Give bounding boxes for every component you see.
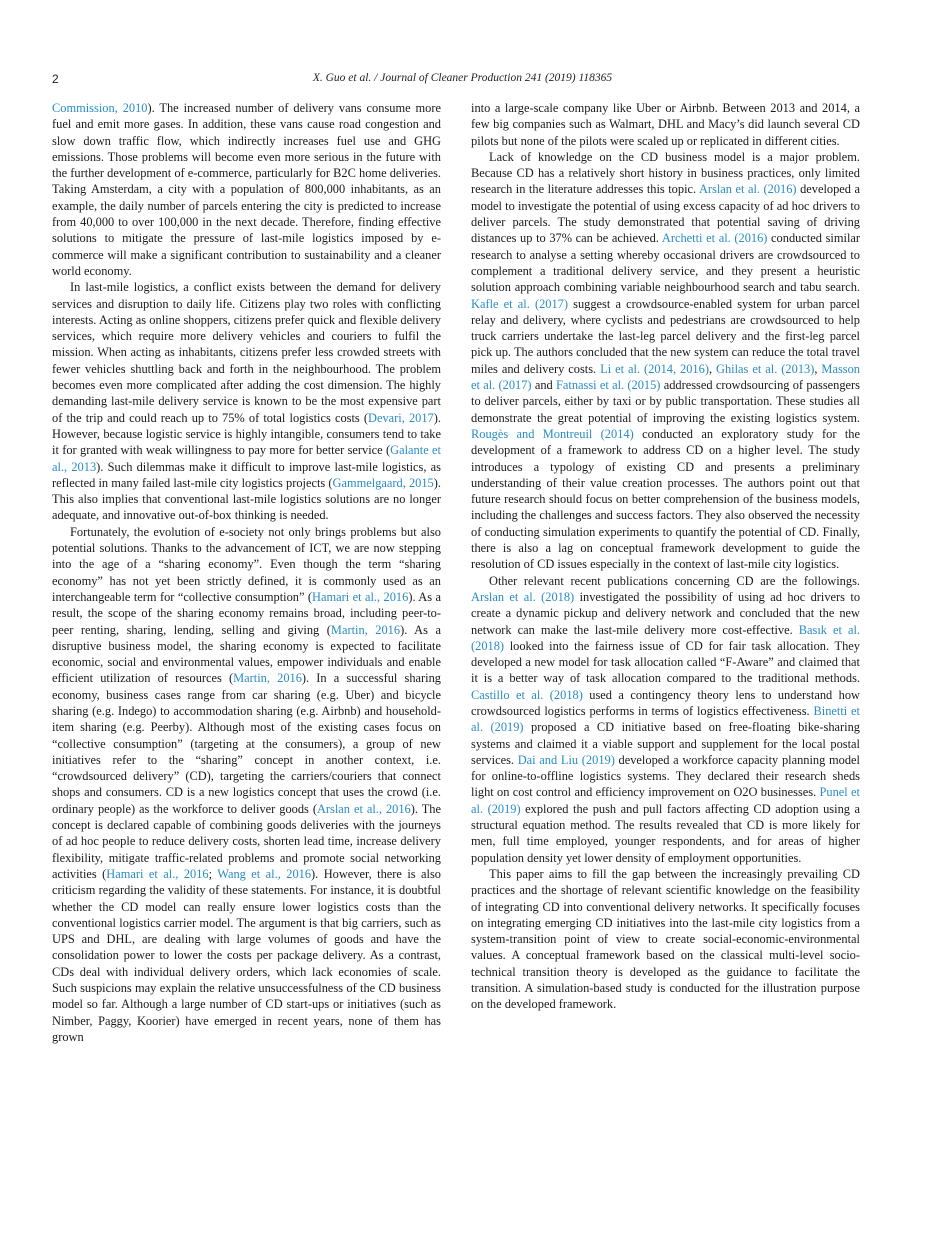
citation-link[interactable]: Wang et al., 2016: [217, 866, 312, 881]
page-number: 2: [52, 72, 59, 86]
citation-link[interactable]: Arslan et al., 2016: [316, 801, 411, 816]
paragraph: Commission, 2010). The increased number of delivery vans consume more fuel and emit more gases. In addition, these vans cause road congestion and slow down traffic flow, which indirectly increases fuel use and GHG emissions. Those problems will become even more serious in the future with the further development of e-commerce, particularly for B2C home deliveries. Taking Amsterdam, a city with a population of 800,000 inhabitants, as an example, the daily number of parcels entering the city is predicted to increase from 40,000 to over 100,000 in the next decade. Therefore, finding effective solutions to mitigate the pressure of last-mile logistics imposed by e-commerce will make a significant contribution to sustainability and a cleaner world economy.: [52, 101, 441, 278]
citation-link[interactable]: Archetti et al. (2016): [661, 231, 768, 246]
citation-link[interactable]: Kafle et al. (2017): [471, 296, 568, 311]
citation-link[interactable]: Hamari et al., 2016: [312, 589, 409, 604]
citation-link[interactable]: Ghilas et al. (2013): [716, 361, 815, 376]
citation-link[interactable]: Hamari et al., 2016: [106, 866, 209, 881]
citation-link[interactable]: Basık et al. (2018): [471, 622, 861, 653]
paragraph: In last-mile logistics, a conflict exists between the demand for delivery services and disruption to daily life. Citizens play two roles with conflicting interests. Acting as online shoppers, citizens prefer quick and flexible delivery services, which require more delivery vehicles and couriers to fulfil the mission. When acting as inhabitants, citizens prefer less crowded streets with fewer vehicles shuttling back and forth in the neighbourhood. The problem becomes even more complicated after adding the cost dimension. The highly demanding last-mile delivery service is known to be the most expensive part of the trip and could reach up to 75% of total logistics costs (Devari, 2017). However, because logistic service is highly intangible, consumers tend to take it for granted with weak willingness to pay more for better service (Galante et al., 2013). Such dilemmas make it difficult to improve last-mile logistics, as reflected in many failed last-mile city logistics projects (Gammelgaard, 2015). This also implies that conventional last-mile logistics solutions are no longer adequate, and innovative out-of-box thinking is needed.: [52, 280, 441, 523]
citation-link[interactable]: Gammelgaard, 2015: [332, 475, 434, 490]
paragraph: Lack of knowledge on the CD business model is a major problem. Because CD has a relatively short history in business practices, only limited research in the literature addresses this topic. Arslan et al. (2016) developed a model to investigate the potential of using excess capacity of ad hoc drivers to deliver parcels. The study demonstrated that potential saving of driving distances up to 37% can be achieved. Archetti et al. (2016) conducted similar research to analyse a setting whereby occasional drivers are crowdsourced to complement a traditional delivery service, and they present a heuristic solution approach combining variable neighbourhood search and tabu search. Kafle et al. (2017) suggest a crowdsource-enabled system for urban parcel relay and delivery, where cyclists and pedestrians are crowdsourced to help truck carriers undertake the last-leg parcel delivery and the first-leg parcel pick up. The authors concluded that the new system can reduce the total travel miles and delivery costs. Li et al. (2014, 2016), Ghilas et al. (2013), Masson et al. (2017) and Fatnassi et al. (2015) addressed crowdsourcing of passengers to deliver parcels, either by taxi or by public transportation. These studies all demonstrate the great potential of improving the existing logistics system. Rougès and Montreuil (2014) conducted an exploratory study for the development of a framework to address CD on a higher level. The study introduces a typology of existing CD and presents a preliminary understanding of their value creation processes. The authors point out that future research should focus on better comprehension of the business models, including the challenges and success factors. They also observed the necessity of conducting simulation experiments to quantify the potential of CD. Finally, there is also a lag on conceptual framework development to guide the resolution of CD issues especially in the context of last-mile city logistics.: [471, 149, 861, 572]
citation-link[interactable]: Martin, 2016: [233, 671, 302, 686]
paragraph: into a large-scale company like Uber or Airbnb. Between 2013 and 2014, a few big companies such as Walmart, DHL and Macy’s did launch several CD pilots but none of the pilots were scaled up or replicated in different cities.: [471, 101, 860, 148]
citation-link[interactable]: Punel et al. (2019): [471, 785, 861, 816]
paragraph: Other relevant recent publications concerning CD are the followings. Arslan et al. (2018) investigated the possibility of using ad hoc drivers to create a dynamic pickup and delivery network and concluded that the new network can make the last-mile delivery more cost-effective. Basık et al. (2018) looked into the fairness issue of CD for fair task allocation. They developed a new model for task allocation called “F-Aware” and claimed that it is a better way of task allocation compared to the traditional methods. Castillo et al. (2018) used a contingency theory lens to understand how crowdsourced logistics performs in terms of logistics effectiveness. Binetti et al. (2019) proposed a CD initiative based on free-floating bike-sharing systems and claimed it a viable support and supplement for the local postal services. Dai and Liu (2019) developed a workforce capacity planning model for online-to-offline logistics systems. They declared their research sheds light on cost control and efficiency improvement on O2O businesses. Punel et al. (2019) explored the push and pull factors affecting CD adoption using a structural equation method. The results revealed that CD is more likely for men, full time employed, younger respondents, and for areas of higher population density yet lower density of employment opportunities.: [471, 573, 861, 865]
citation-link[interactable]: Commission, 2010: [52, 101, 148, 115]
citation-link[interactable]: Devari, 2017: [368, 410, 434, 425]
citation-link[interactable]: Rougès and Montreuil (2014): [471, 426, 634, 441]
paragraph: Fortunately, the evolution of e-society not only brings problems but also potential solutions. Thanks to the advancement of ICT, we are now stepping into the age of a “sharing economy”. Even though the term “sharing economy” has not yet been strictly defined, it is commonly used as an interchangeable term for “collective consumption” (Hamari et al., 2016). As a result, the scope of the sharing economy remains broad, including peer-to-peer renting, sharing, lending, selling and giving (Martin, 2016). As a disruptive business model, the sharing economy is expected to facilitate economic, social and environmental values, empower individuals and enable efficient utilization of resources (Martin, 2016). In a successful sharing economy, business cases range from car sharing (e.g. Uber) and bicycle sharing (e.g. Indego) to accommodation sharing (e.g. Airbnb) and household-item sharing (e.g. Peerby). Although most of the existing cases focus on “collective consumption” (targeting at the consumers), a group of new initiatives refer to the “sharing” concept in another context, i.e. “crowdsourced delivery” (CD), targeting the carriers/couriers that connect shops and consumers. CD is a new logistics concept that uses the crowd (i.e. ordinary people) as the workforce to deliver goods (Arslan et al., 2016). The concept is declared capable of combining goods deliveries with the journeys of ad hoc people to reduce delivery costs, shorten lead time, increase delivery flexibility, mitigate traffic-related problems and promote social networking activities (Hamari et al., 2016; Wang et al., 2016). However, there is also criticism regarding the validity of these statements. For instance, it is doubtful whether the CD model can really ensure lower logistics costs than the conventional logistics carrier model. The argument is that big carriers, such as UPS and DHL, are dealing with large volumes of goods and have the consolidation power to lower the costs per package delivery. As a contrast, CDs deal with individual delivery orders, which lack economies of scale. Such suspicions may explain the relative unsuccessfulness of the CD business model so far. Although a large number of CD start-ups or initiatives (such as Nimber, Paggy, Koorier) have emerged in recent years, none of them has grown: [52, 524, 442, 1044]
citation-link[interactable]: Castillo et al. (2018): [471, 687, 583, 702]
left-column: [52, 100, 441, 1045]
citation-link[interactable]: Arslan et al. (2016): [698, 182, 797, 197]
citation-link[interactable]: Martin, 2016: [330, 622, 401, 637]
citation-link[interactable]: Dai and Liu (2019): [517, 752, 615, 767]
paragraph: This paper aims to fill the gap between the increasingly prevailing CD practices and the shortage of relevant scientific knowledge on the feasibility of integrating CD into conventional delivery networks. It specifically focuses on integrating emerging CD initiatives into the last-mile city logistics from a system-transition point of view to create social-economic-environmental values. A conceptual framework based on the classical multi-level socio-technical transition theory is developed as the guidance to facilitate the transition. A simulation-based study is conducted for the illustration purpose on the developed framework.: [471, 866, 860, 1012]
running-head: X. Guo et al. / Journal of Cleaner Production 241 (2019) 118365: [312, 72, 613, 84]
right-column: [471, 100, 860, 1013]
citation-link[interactable]: Galante et al., 2013: [52, 443, 441, 474]
citation-link[interactable]: Fatnassi et al. (2015): [556, 378, 661, 393]
citation-link[interactable]: Binetti et al. (2019): [471, 703, 860, 735]
citation-link[interactable]: Arslan et al. (2018): [471, 589, 575, 604]
citation-link[interactable]: Masson et al. (2017): [471, 361, 860, 393]
citation-link[interactable]: Li et al. (2014, 2016): [600, 361, 709, 376]
